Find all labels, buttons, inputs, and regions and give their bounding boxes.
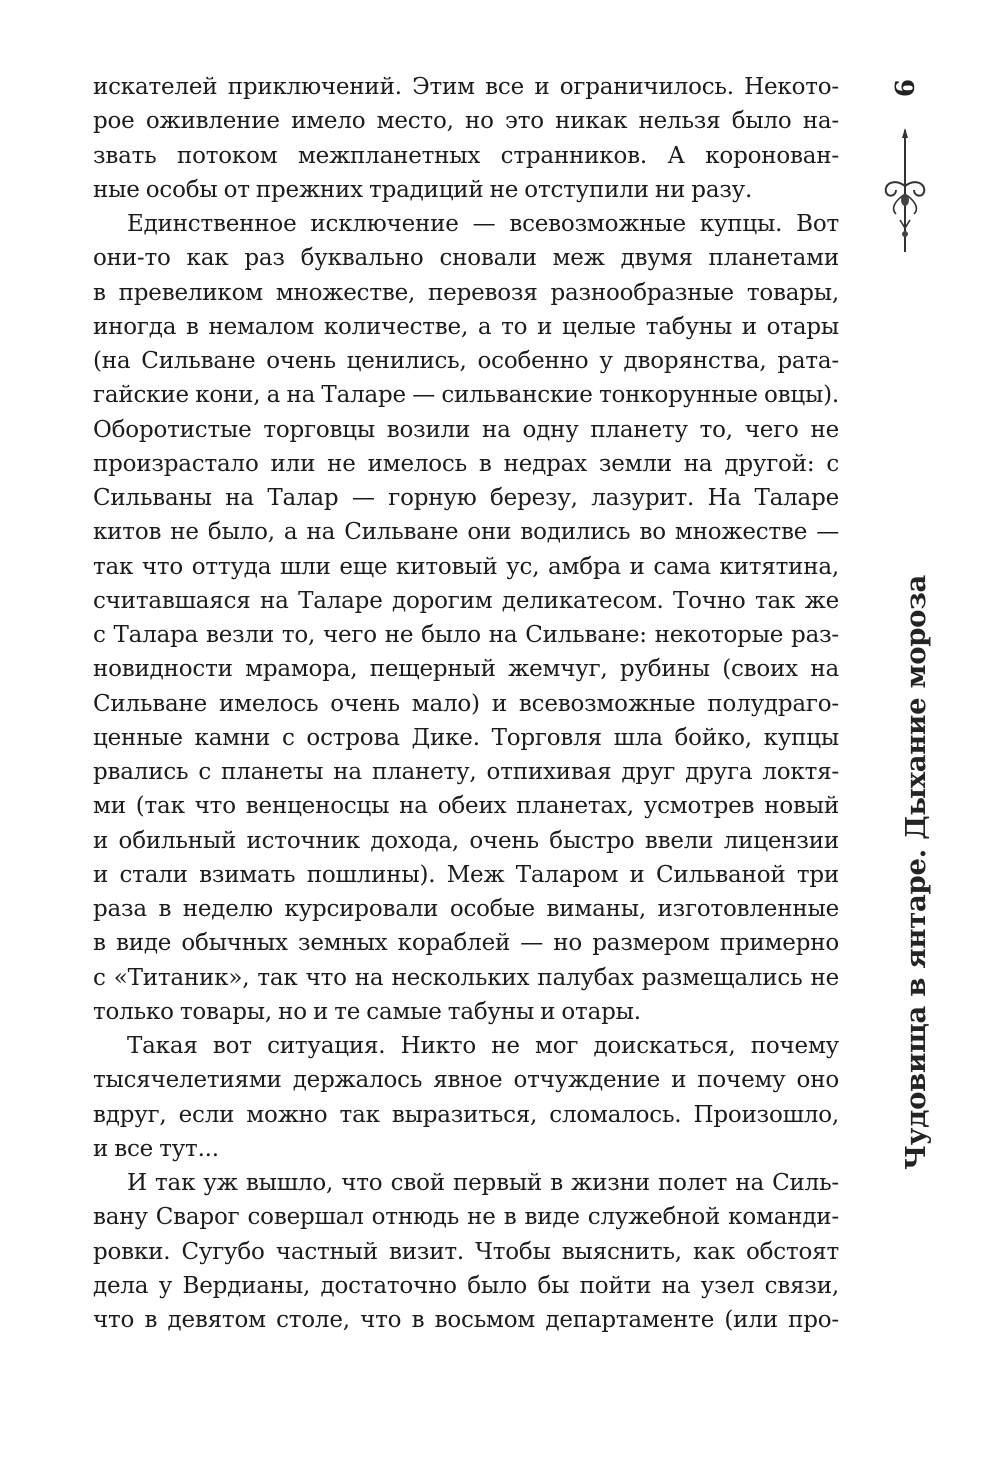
text-line: тысячелетиями держалось явное отчуждение и почему оно xyxy=(93,1067,839,1094)
text-line: дела у Вердианы, достаточно было бы пойти на узел связи, xyxy=(93,1272,839,1299)
text-line: вдруг, если можно так выразиться, сломалось. Произошло, xyxy=(93,1101,839,1128)
text-line: ровки. Сугубо частный визит. Чтобы выяснить, как обстоят xyxy=(93,1238,839,1265)
text-line: ные особы от прежних традиций не отступили ни разу. xyxy=(93,176,753,203)
text-line: рое оживление имело место, но это никак нельзя было на- xyxy=(93,108,839,135)
text-line: они-то как раз буквально сновали меж двумя планетами xyxy=(93,245,839,272)
text-line: иногда в немалом количестве, а то и целые табуны и отары xyxy=(93,313,839,340)
text-line: вану Сварог совершал отнюдь не в виде служебной команди- xyxy=(93,1204,839,1231)
text-line: (на Сильване очень ценились, особенно у дворянства, рата- xyxy=(93,348,839,374)
text-line: И так уж вышло, что свой первый в жизни полет на Силь- xyxy=(127,1170,839,1196)
text-line: Оборотистые торговцы возили на одну планету то, чего не xyxy=(93,416,839,443)
page-number: 9 xyxy=(888,78,918,98)
text-line: раза в неделю курсировали особые виманы, изготовленные xyxy=(93,896,839,922)
text-line: и стали взимать пошлины). Меж Таларом и Сильваной три xyxy=(93,861,839,888)
body-text xyxy=(93,70,839,1337)
text-line: так что оттуда шли еще китовый ус, амбра и сама китятина, xyxy=(93,553,839,580)
text-line: произрастало или не имелось в недрах земли на другой: с xyxy=(93,450,839,477)
text-line: и все тут... xyxy=(93,1135,219,1162)
running-title: Чудовища в янтаре. Дыхание мороза xyxy=(900,575,932,1170)
text-line: Единственное исключение — всевозможные купцы. Вот xyxy=(127,211,839,237)
text-line: звать потоком межпланетных странников. А коронован- xyxy=(93,142,839,169)
text-line: что в девятом столе, что в восьмом департаменте (или про- xyxy=(93,1307,839,1333)
text-line: ми (так что венценосцы на обеих планетах, усмотрев новый xyxy=(93,793,839,820)
text-line: в виде обычных земных кораблей — но размером примерно xyxy=(93,930,839,957)
text-line: Такая вот ситуация. Никто не мог доискаться, почему xyxy=(127,1033,839,1059)
text-line: Сильване имелось очень мало) и всевозможные полудраго- xyxy=(93,690,839,717)
text-line: китов не было, а на Сильване они водились во множестве — xyxy=(93,519,839,546)
text-line: с «Титаник», так что на нескольких палубах размещались не xyxy=(93,964,839,991)
text-line: ценные камни с острова Дике. Торговля шла бойко, купцы xyxy=(93,724,839,751)
text-line: гайские кони, а на Таларе — сильванские тонкорунные овцы). xyxy=(93,382,839,409)
text-line: рвались с планеты на планету, отпихивая друг друга локтя- xyxy=(93,759,839,785)
text-line: Сильваны на Талар — горную березу, лазурит. На Таларе xyxy=(93,485,839,511)
text-line: с Талара везли то, чего не было на Сильване: некоторые раз- xyxy=(93,622,839,648)
text-line: считавшаяся на Таларе дорогим деликатесом. Точно так же xyxy=(93,587,839,614)
text-line: и обильный источник дохода, очень быстро ввели лицензии xyxy=(93,827,839,854)
text-line: только товары, но и те самые табуны и отары. xyxy=(93,998,641,1025)
dagger-ornament-icon xyxy=(876,128,934,254)
text-line: новидности мрамора, пещерный жемчуг, рубины (своих на xyxy=(93,656,839,683)
text-line: в превеликом множестве, перевозя разнообразные товары, xyxy=(93,279,839,306)
text-line: искателей приключений. Этим все и ограничилось. Некото- xyxy=(93,74,839,100)
